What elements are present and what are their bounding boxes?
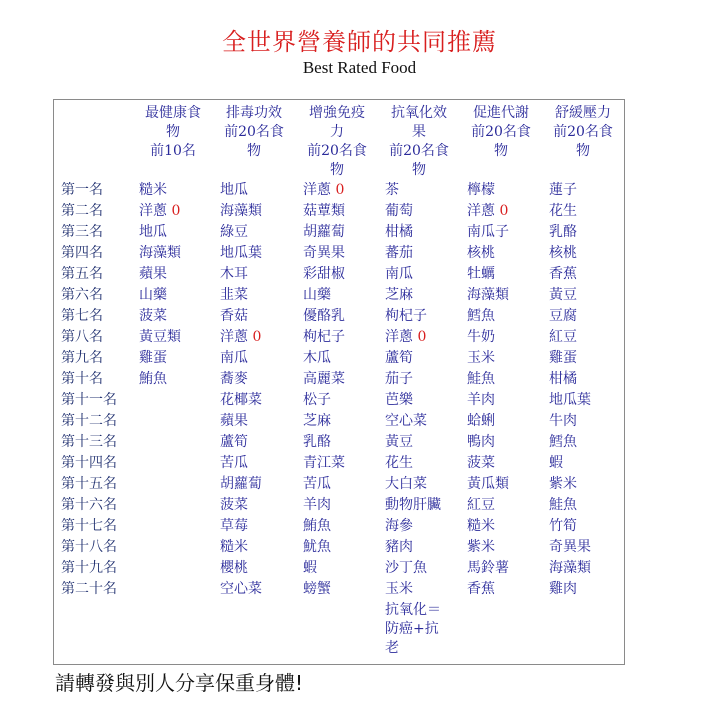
food-name: 洋蔥 [139, 203, 167, 219]
column-header-line: 物 [576, 143, 590, 159]
food-item [467, 495, 547, 516]
food-name: 雞肉 [549, 581, 577, 597]
food-item [303, 285, 383, 306]
food-name: 螃蟹 [303, 581, 331, 597]
rank-label: 第十八名 [61, 539, 117, 555]
food-item [549, 474, 629, 495]
food-name: 大白菜 [385, 476, 427, 492]
food-item [385, 495, 465, 516]
food-column [549, 180, 629, 600]
food-name: 蛤蜊 [467, 413, 495, 429]
rank-label: 第六名 [61, 287, 103, 303]
food-item [385, 474, 465, 495]
rank-label: 第十九名 [61, 560, 117, 576]
rank-label: 第七名 [61, 308, 103, 324]
food-item [385, 432, 465, 453]
food-name: 地瓜葉 [220, 245, 262, 261]
food-item [220, 474, 300, 495]
food-name: 香蕉 [467, 581, 495, 597]
food-item [467, 474, 547, 495]
column-header-line: 物 [247, 143, 261, 159]
rank-label: 第二十名 [61, 581, 117, 597]
food-item [467, 390, 547, 411]
food-name: 沙丁魚 [385, 560, 427, 576]
rank-label: 第四名 [61, 245, 103, 261]
food-item [385, 285, 465, 306]
food-item [303, 201, 383, 222]
food-item [139, 285, 219, 306]
food-name: 蝦 [549, 455, 563, 471]
food-name: 菇蕈類 [303, 203, 345, 219]
rank-label: 第九名 [61, 350, 103, 366]
food-name: 羊肉 [467, 392, 495, 408]
food-item [139, 369, 219, 390]
food-name: 竹筍 [549, 518, 577, 534]
food-name: 木瓜 [303, 350, 331, 366]
rank-label: 第三名 [61, 224, 103, 240]
food-item [303, 516, 383, 537]
column-header-line: 抗氧化效 [391, 105, 447, 121]
food-name: 雞蛋 [549, 350, 577, 366]
food-column [220, 180, 300, 600]
food-item [220, 495, 300, 516]
food-item [303, 306, 383, 327]
column-header-line: 排毒功效 [226, 105, 282, 121]
food-name: 黃豆類 [139, 329, 181, 345]
food-name: 洋蔥 [467, 203, 495, 219]
food-name: 茄子 [385, 371, 413, 387]
food-item [303, 579, 383, 600]
food-name: 紫米 [549, 476, 577, 492]
food-name: 洋蔥 [220, 329, 248, 345]
food-item [467, 285, 547, 306]
food-name: 胡蘿蔔 [220, 476, 262, 492]
food-item [467, 243, 547, 264]
food-name: 苦瓜 [303, 476, 331, 492]
food-name: 芝麻 [385, 287, 413, 303]
food-name: 綠豆 [220, 224, 248, 240]
food-item [385, 180, 465, 201]
food-item [139, 327, 219, 348]
food-name: 紫米 [467, 539, 495, 555]
food-item [139, 306, 219, 327]
note-line: 抗氧化＝ [385, 602, 441, 618]
food-name: 雞蛋 [139, 350, 167, 366]
food-name: 南瓜子 [467, 224, 509, 240]
food-item [385, 222, 465, 243]
rank-label: 第十三名 [61, 434, 117, 450]
food-item [549, 453, 629, 474]
food-item [303, 411, 383, 432]
food-item [220, 264, 300, 285]
food-item [220, 348, 300, 369]
footer-text: 請轉發與別人分享保重身體! [55, 671, 304, 695]
food-item [220, 453, 300, 474]
food-item [385, 579, 465, 600]
food-name: 海藻類 [139, 245, 181, 261]
food-item [139, 201, 219, 222]
column-header-line: 物 [494, 143, 508, 159]
food-item [549, 516, 629, 537]
food-name: 空心菜 [385, 413, 427, 429]
food-name: 羊肉 [303, 497, 331, 513]
food-item [220, 579, 300, 600]
column-header-line: 前10名 [150, 143, 196, 159]
food-name: 韭菜 [220, 287, 248, 303]
food-name: 蓮子 [549, 182, 577, 198]
food-name: 乳酪 [303, 434, 331, 450]
food-name: 檸檬 [467, 182, 495, 198]
food-item [549, 495, 629, 516]
food-name: 奇異果 [303, 245, 345, 261]
food-item [385, 348, 465, 369]
food-name: 彩甜椒 [303, 266, 345, 282]
food-name: 糙米 [220, 539, 248, 555]
food-name: 魷魚 [303, 539, 331, 555]
column-header [133, 104, 213, 161]
column-header-line: 前20名食 [389, 143, 449, 159]
food-name: 苦瓜 [220, 455, 248, 471]
food-item [467, 411, 547, 432]
food-item [549, 369, 629, 390]
rank-label: 第五名 [61, 266, 103, 282]
food-item [549, 579, 629, 600]
food-item [549, 537, 629, 558]
column-header-line: 物 [166, 124, 180, 140]
page-title: 全世界營養師的共同推薦 [222, 28, 497, 56]
food-item [385, 306, 465, 327]
food-item [303, 264, 383, 285]
rank-label: 第十五名 [61, 476, 117, 492]
page-subtitle: Best Rated Food [302, 58, 417, 77]
food-name: 洋蔥 [385, 329, 413, 345]
food-item [220, 537, 300, 558]
food-name: 花生 [385, 455, 413, 471]
food-name: 柑橘 [549, 371, 577, 387]
column-header-line: 物 [412, 162, 426, 178]
food-name: 蝦 [303, 560, 317, 576]
food-name: 黃豆 [385, 434, 413, 450]
food-item [303, 369, 383, 390]
food-item [549, 558, 629, 579]
food-item [139, 222, 219, 243]
food-name: 豬肉 [385, 539, 413, 555]
food-name: 葡萄 [385, 203, 413, 219]
column-note [385, 601, 465, 658]
food-name: 黃豆 [549, 287, 577, 303]
food-name: 高麗菜 [303, 371, 345, 387]
food-item [139, 264, 219, 285]
food-item [139, 243, 219, 264]
food-item [467, 348, 547, 369]
food-item [467, 558, 547, 579]
column-header-line: 力 [330, 124, 344, 140]
rank-label: 第十四名 [61, 455, 117, 471]
food-name: 馬鈴薯 [467, 560, 509, 576]
food-name: 鮪魚 [139, 371, 167, 387]
food-name: 牡蠣 [467, 266, 495, 282]
food-name: 香蕉 [549, 266, 577, 282]
food-name: 核桃 [467, 245, 495, 261]
food-item [467, 369, 547, 390]
food-item [303, 348, 383, 369]
food-item [549, 390, 629, 411]
food-item [467, 453, 547, 474]
food-item [303, 537, 383, 558]
food-item [303, 558, 383, 579]
food-item [549, 201, 629, 222]
column-header-line: 果 [412, 124, 426, 140]
rank-label: 第八名 [61, 329, 103, 345]
column-header-line: 最健康食 [145, 105, 201, 121]
food-name: 芭樂 [385, 392, 413, 408]
food-item [220, 243, 300, 264]
food-name: 奇異果 [549, 539, 591, 555]
food-item [385, 516, 465, 537]
food-item [220, 432, 300, 453]
food-name: 黃瓜類 [467, 476, 509, 492]
food-item [549, 348, 629, 369]
food-name: 海藻類 [549, 560, 591, 576]
food-item [385, 558, 465, 579]
food-item [385, 243, 465, 264]
column-header [297, 104, 377, 180]
food-item [139, 348, 219, 369]
food-item [467, 516, 547, 537]
food-item [549, 327, 629, 348]
food-name: 紅豆 [467, 497, 495, 513]
rank-label: 第十一名 [61, 392, 117, 408]
food-item [220, 201, 300, 222]
column-header-line: 物 [330, 162, 344, 178]
food-name: 枸杞子 [385, 308, 427, 324]
food-name: 青江菜 [303, 455, 345, 471]
food-name: 海藻類 [220, 203, 262, 219]
food-item [385, 537, 465, 558]
food-name: 海參 [385, 518, 413, 534]
food-name: 核桃 [549, 245, 577, 261]
food-item [303, 495, 383, 516]
food-item [220, 558, 300, 579]
food-name: 草莓 [220, 518, 248, 534]
rank-label: 第十七名 [61, 518, 117, 534]
food-name: 菠菜 [139, 308, 167, 324]
food-name: 豆腐 [549, 308, 577, 324]
food-item [220, 306, 300, 327]
food-item [220, 285, 300, 306]
food-item [385, 264, 465, 285]
food-name: 菠菜 [467, 455, 495, 471]
food-name: 山藥 [139, 287, 167, 303]
food-item [549, 243, 629, 264]
column-header [379, 104, 459, 180]
food-column [303, 180, 383, 600]
food-item [220, 180, 300, 201]
food-name: 牛奶 [467, 329, 495, 345]
food-item [303, 180, 383, 201]
food-name: 玉米 [385, 581, 413, 597]
column-header-line: 前20名食 [553, 124, 613, 140]
food-name: 動物肝臟 [385, 497, 441, 513]
food-name: 空心菜 [220, 581, 262, 597]
food-name: 花椰菜 [220, 392, 262, 408]
food-name: 紅豆 [549, 329, 577, 345]
food-item [467, 327, 547, 348]
food-item [549, 306, 629, 327]
food-item [467, 201, 547, 222]
column-header-line: 舒緩壓力 [555, 105, 611, 121]
food-item [220, 411, 300, 432]
food-item [220, 327, 300, 348]
column-header-line: 前20名食 [224, 124, 284, 140]
note-line: 防癌+抗 [385, 621, 439, 637]
food-name: 鮭魚 [549, 497, 577, 513]
food-name: 洋蔥 [303, 182, 331, 198]
food-item [467, 306, 547, 327]
food-name: 菠菜 [220, 497, 248, 513]
food-name: 玉米 [467, 350, 495, 366]
food-item [467, 180, 547, 201]
food-item [549, 432, 629, 453]
food-name: 木耳 [220, 266, 248, 282]
food-name: 蕃茄 [385, 245, 413, 261]
food-name: 鮪魚 [303, 518, 331, 534]
food-name: 松子 [303, 392, 331, 408]
food-item [139, 180, 219, 201]
food-name: 糙米 [467, 518, 495, 534]
food-column [467, 180, 547, 600]
rank-label: 第十六名 [61, 497, 117, 513]
food-marker: 0 [171, 203, 181, 219]
column-header-line: 增強免疫 [309, 105, 365, 121]
food-item [220, 369, 300, 390]
food-name: 地瓜 [139, 224, 167, 240]
food-item [385, 390, 465, 411]
food-name: 地瓜 [220, 182, 248, 198]
food-marker: 0 [335, 182, 345, 198]
food-marker: 0 [417, 329, 427, 345]
column-header-line: 前20名食 [307, 143, 367, 159]
food-name: 鱈魚 [549, 434, 577, 450]
food-name: 胡蘿蔔 [303, 224, 345, 240]
food-name: 南瓜 [220, 350, 248, 366]
food-name: 糙米 [139, 182, 167, 198]
food-marker: 0 [499, 203, 509, 219]
food-name: 鱈魚 [467, 308, 495, 324]
food-name: 蘆筍 [220, 434, 248, 450]
rank-label: 第十名 [61, 371, 103, 387]
food-name: 鴨肉 [467, 434, 495, 450]
food-name: 蘋果 [139, 266, 167, 282]
food-item [303, 390, 383, 411]
food-column [139, 180, 219, 390]
food-name: 優酪乳 [303, 308, 345, 324]
food-name: 海藻類 [467, 287, 509, 303]
food-item [303, 474, 383, 495]
food-marker: 0 [252, 329, 262, 345]
food-item [303, 432, 383, 453]
food-item [385, 411, 465, 432]
food-item [549, 222, 629, 243]
rank-label: 第二名 [61, 203, 103, 219]
column-header-line: 前20名食 [471, 124, 531, 140]
food-item [549, 411, 629, 432]
note-line: 老 [385, 640, 399, 656]
food-name: 茶 [385, 182, 399, 198]
food-item [303, 327, 383, 348]
food-item [220, 516, 300, 537]
food-column [385, 180, 465, 658]
column-header [461, 104, 541, 161]
food-item [385, 369, 465, 390]
column-header-line: 促進代謝 [473, 105, 529, 121]
food-name: 乳酪 [549, 224, 577, 240]
food-item [385, 453, 465, 474]
food-item [467, 432, 547, 453]
food-item [303, 222, 383, 243]
food-item [385, 327, 465, 348]
food-name: 柑橘 [385, 224, 413, 240]
food-name: 牛肉 [549, 413, 577, 429]
rank-label: 第一名 [61, 182, 103, 198]
food-name: 南瓜 [385, 266, 413, 282]
food-name: 芝麻 [303, 413, 331, 429]
food-name: 香菇 [220, 308, 248, 324]
food-name: 蘆筍 [385, 350, 413, 366]
food-item [467, 537, 547, 558]
food-item [549, 285, 629, 306]
food-item [220, 390, 300, 411]
food-item [467, 264, 547, 285]
food-item [220, 222, 300, 243]
food-item [303, 243, 383, 264]
food-name: 地瓜葉 [549, 392, 591, 408]
food-item [549, 264, 629, 285]
food-item [549, 180, 629, 201]
column-header [543, 104, 623, 161]
food-name: 山藥 [303, 287, 331, 303]
food-name: 蕎麥 [220, 371, 248, 387]
food-name: 花生 [549, 203, 577, 219]
food-name: 櫻桃 [220, 560, 248, 576]
food-name: 鮭魚 [467, 371, 495, 387]
food-item [467, 579, 547, 600]
food-item [385, 201, 465, 222]
food-name: 枸杞子 [303, 329, 345, 345]
food-name: 蘋果 [220, 413, 248, 429]
rank-column [61, 180, 135, 600]
column-header [214, 104, 294, 161]
rank-label: 第十二名 [61, 413, 117, 429]
food-item [467, 222, 547, 243]
food-item [303, 453, 383, 474]
